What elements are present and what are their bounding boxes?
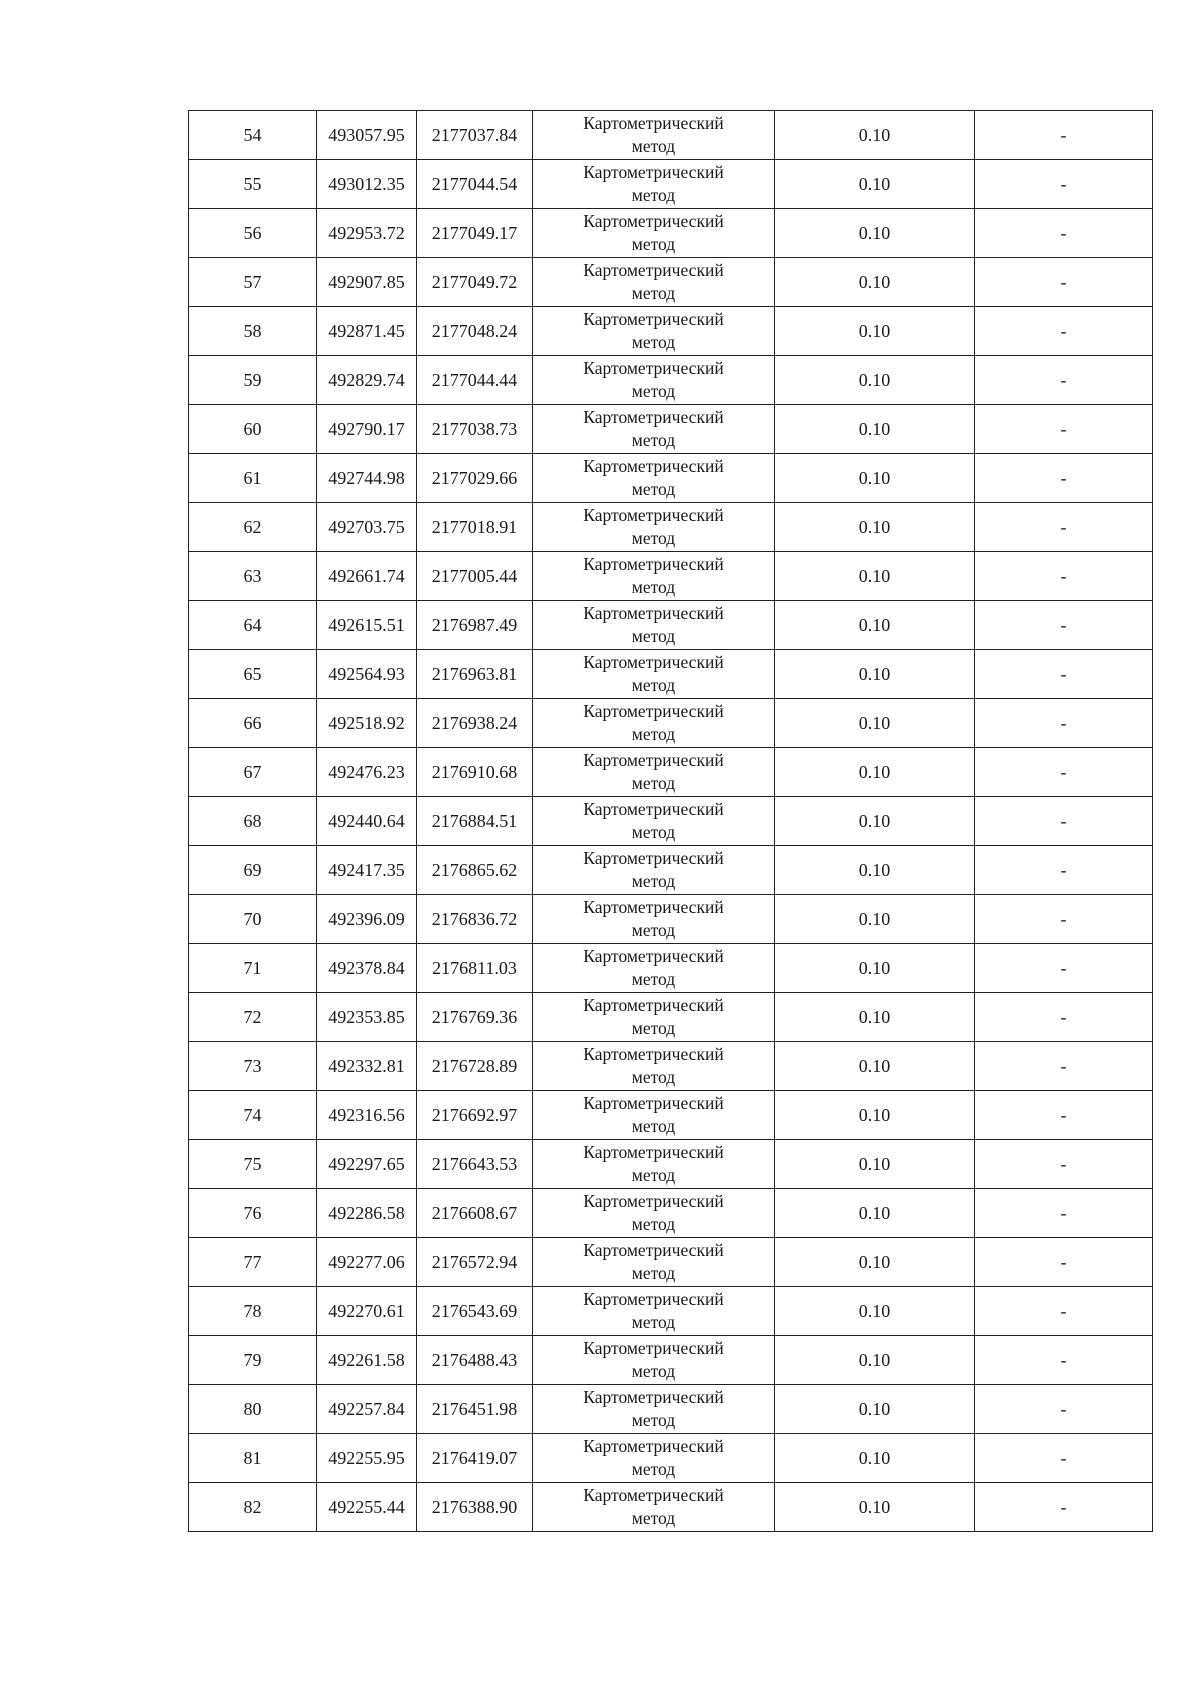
x-coordinate-cell: 492790.17 [317,405,417,454]
note-cell: - [975,405,1153,454]
table-row [189,160,1153,209]
method-label-line1: Картометрический [583,995,724,1015]
y-coordinate-cell: 2176938.24 [417,699,533,748]
table-row [189,111,1153,160]
method-label-line1: Картометрический [583,1191,724,1211]
method-cell [533,552,775,601]
table-row [189,258,1153,307]
table-row [189,1238,1153,1287]
method-label-line2: метод [631,234,676,254]
table-row [189,1042,1153,1091]
method-cell [533,993,775,1042]
x-coordinate-cell: 492744.98 [317,454,417,503]
table-row [189,454,1153,503]
note-cell: - [975,1336,1153,1385]
method-label-line2: метод [631,1214,676,1234]
point-number-cell: 58 [189,307,317,356]
note-cell: - [975,993,1153,1042]
method-label-line1: Картометрический [583,1289,724,1309]
method-label-line1: Картометрический [583,554,724,574]
note-cell: - [975,846,1153,895]
note-cell: - [975,1385,1153,1434]
note-cell: - [975,356,1153,405]
accuracy-cell: 0.10 [775,797,975,846]
method-label-line2: метод [631,332,676,352]
accuracy-cell: 0.10 [775,1189,975,1238]
accuracy-cell: 0.10 [775,552,975,601]
method-label-line2: метод [631,528,676,548]
x-coordinate-cell: 492417.35 [317,846,417,895]
note-cell: - [975,650,1153,699]
method-label-line1: Картометрический [583,848,724,868]
table-row [189,748,1153,797]
note-cell: - [975,699,1153,748]
x-coordinate-cell: 492297.65 [317,1140,417,1189]
method-label-line2: метод [631,626,676,646]
point-number-cell: 77 [189,1238,317,1287]
accuracy-cell: 0.10 [775,1091,975,1140]
table-row [189,503,1153,552]
x-coordinate-cell: 492255.95 [317,1434,417,1483]
method-label-line1: Картометрический [583,456,724,476]
method-label-line1: Картометрический [583,162,724,182]
y-coordinate-cell: 2176608.67 [417,1189,533,1238]
x-coordinate-cell: 492378.84 [317,944,417,993]
method-cell [533,356,775,405]
accuracy-cell: 0.10 [775,356,975,405]
accuracy-cell: 0.10 [775,258,975,307]
y-coordinate-cell: 2176884.51 [417,797,533,846]
point-number-cell: 60 [189,405,317,454]
note-cell: - [975,307,1153,356]
method-cell [533,1483,775,1532]
accuracy-cell: 0.10 [775,307,975,356]
table-row [189,846,1153,895]
method-cell [533,1189,775,1238]
method-cell [533,1042,775,1091]
point-number-cell: 81 [189,1434,317,1483]
y-coordinate-cell: 2177005.44 [417,552,533,601]
note-cell: - [975,895,1153,944]
method-label-line1: Картометрический [583,652,724,672]
note-cell: - [975,209,1153,258]
accuracy-cell: 0.10 [775,699,975,748]
accuracy-cell: 0.10 [775,160,975,209]
accuracy-cell: 0.10 [775,1042,975,1091]
y-coordinate-cell: 2176643.53 [417,1140,533,1189]
table-row [189,1189,1153,1238]
point-number-cell: 71 [189,944,317,993]
y-coordinate-cell: 2177049.17 [417,209,533,258]
note-cell: - [975,601,1153,650]
point-number-cell: 55 [189,160,317,209]
method-label-line2: метод [631,1263,676,1283]
point-number-cell: 70 [189,895,317,944]
accuracy-cell: 0.10 [775,944,975,993]
method-cell [533,209,775,258]
point-number-cell: 57 [189,258,317,307]
note-cell: - [975,1287,1153,1336]
y-coordinate-cell: 2176419.07 [417,1434,533,1483]
method-cell [533,846,775,895]
y-coordinate-cell: 2177037.84 [417,111,533,160]
method-label-line2: метод [631,969,676,989]
method-cell [533,454,775,503]
method-label-line2: метод [631,136,676,156]
method-cell [533,160,775,209]
accuracy-cell: 0.10 [775,209,975,258]
accuracy-cell: 0.10 [775,895,975,944]
y-coordinate-cell: 2177049.72 [417,258,533,307]
x-coordinate-cell: 492953.72 [317,209,417,258]
point-number-cell: 68 [189,797,317,846]
method-label-line1: Картометрический [583,603,724,623]
note-cell: - [975,748,1153,797]
accuracy-cell: 0.10 [775,650,975,699]
point-number-cell: 61 [189,454,317,503]
method-label-line1: Картометрический [583,897,724,917]
point-number-cell: 76 [189,1189,317,1238]
method-cell [533,944,775,993]
method-cell [533,1287,775,1336]
y-coordinate-cell: 2176963.81 [417,650,533,699]
method-label-line2: метод [631,724,676,744]
accuracy-cell: 0.10 [775,503,975,552]
method-label-line2: метод [631,381,676,401]
x-coordinate-cell: 492476.23 [317,748,417,797]
method-cell [533,258,775,307]
method-cell [533,748,775,797]
x-coordinate-cell: 493057.95 [317,111,417,160]
y-coordinate-cell: 2176910.68 [417,748,533,797]
table-row [189,993,1153,1042]
coordinates-table-body [189,111,1153,1532]
method-label-line2: метод [631,283,676,303]
table-row [189,944,1153,993]
note-cell: - [975,944,1153,993]
note-cell: - [975,797,1153,846]
y-coordinate-cell: 2176728.89 [417,1042,533,1091]
note-cell: - [975,160,1153,209]
x-coordinate-cell: 492703.75 [317,503,417,552]
x-coordinate-cell: 492332.81 [317,1042,417,1091]
method-label-line1: Картометрический [583,113,724,133]
method-label-line1: Картометрический [583,1485,724,1505]
point-number-cell: 74 [189,1091,317,1140]
method-label-line1: Картометрический [583,1436,724,1456]
method-label-line1: Картометрический [583,799,724,819]
x-coordinate-cell: 492615.51 [317,601,417,650]
point-number-cell: 69 [189,846,317,895]
accuracy-cell: 0.10 [775,1140,975,1189]
table-row [189,650,1153,699]
method-label-line2: метод [631,1116,676,1136]
method-label-line1: Картометрический [583,505,724,525]
method-label-line2: метод [631,1165,676,1185]
method-cell [533,797,775,846]
table-row [189,405,1153,454]
x-coordinate-cell: 492440.64 [317,797,417,846]
x-coordinate-cell: 492396.09 [317,895,417,944]
method-label-line2: метод [631,1067,676,1087]
accuracy-cell: 0.10 [775,1385,975,1434]
y-coordinate-cell: 2177038.73 [417,405,533,454]
x-coordinate-cell: 492270.61 [317,1287,417,1336]
method-label-line1: Картометрический [583,211,724,231]
table-row [189,1140,1153,1189]
x-coordinate-cell: 492353.85 [317,993,417,1042]
table-row [189,601,1153,650]
method-label-line1: Картометрический [583,358,724,378]
x-coordinate-cell: 492871.45 [317,307,417,356]
table-row [189,209,1153,258]
method-label-line2: метод [631,1508,676,1528]
y-coordinate-cell: 2176769.36 [417,993,533,1042]
y-coordinate-cell: 2176836.72 [417,895,533,944]
point-number-cell: 63 [189,552,317,601]
point-number-cell: 73 [189,1042,317,1091]
note-cell: - [975,1140,1153,1189]
method-cell [533,1091,775,1140]
x-coordinate-cell: 493012.35 [317,160,417,209]
method-cell [533,1385,775,1434]
method-label-line2: метод [631,1410,676,1430]
accuracy-cell: 0.10 [775,846,975,895]
note-cell: - [975,258,1153,307]
table-row [189,356,1153,405]
method-label-line1: Картометрический [583,1338,724,1358]
note-cell: - [975,1483,1153,1532]
point-number-cell: 78 [189,1287,317,1336]
method-cell [533,503,775,552]
accuracy-cell: 0.10 [775,748,975,797]
method-cell [533,1434,775,1483]
y-coordinate-cell: 2176987.49 [417,601,533,650]
method-cell [533,1336,775,1385]
point-number-cell: 64 [189,601,317,650]
note-cell: - [975,454,1153,503]
method-cell [533,895,775,944]
method-label-line2: метод [631,1361,676,1381]
note-cell: - [975,1189,1153,1238]
y-coordinate-cell: 2176388.90 [417,1483,533,1532]
method-cell [533,111,775,160]
point-number-cell: 82 [189,1483,317,1532]
x-coordinate-cell: 492255.44 [317,1483,417,1532]
method-label-line2: метод [631,577,676,597]
y-coordinate-cell: 2177044.54 [417,160,533,209]
method-cell [533,1238,775,1287]
x-coordinate-cell: 492277.06 [317,1238,417,1287]
x-coordinate-cell: 492316.56 [317,1091,417,1140]
method-label-line1: Картометрический [583,1240,724,1260]
method-label-line1: Картометрический [583,750,724,770]
method-label-line2: метод [631,773,676,793]
method-cell [533,601,775,650]
method-label-line2: метод [631,185,676,205]
table-row [189,1434,1153,1483]
method-cell [533,650,775,699]
note-cell: - [975,503,1153,552]
method-label-line1: Картометрический [583,1044,724,1064]
note-cell: - [975,111,1153,160]
accuracy-cell: 0.10 [775,111,975,160]
note-cell: - [975,1091,1153,1140]
point-number-cell: 80 [189,1385,317,1434]
y-coordinate-cell: 2177029.66 [417,454,533,503]
table-row [189,1385,1153,1434]
note-cell: - [975,1434,1153,1483]
method-label-line1: Картометрический [583,946,724,966]
method-label-line1: Картометрический [583,260,724,280]
method-cell [533,307,775,356]
y-coordinate-cell: 2177044.44 [417,356,533,405]
accuracy-cell: 0.10 [775,601,975,650]
method-label-line2: метод [631,430,676,450]
table-row [189,1091,1153,1140]
coordinates-table [188,110,1153,1532]
accuracy-cell: 0.10 [775,1287,975,1336]
table-row [189,1483,1153,1532]
method-label-line2: метод [631,871,676,891]
method-label-line2: метод [631,920,676,940]
x-coordinate-cell: 492257.84 [317,1385,417,1434]
y-coordinate-cell: 2177048.24 [417,307,533,356]
accuracy-cell: 0.10 [775,1483,975,1532]
point-number-cell: 59 [189,356,317,405]
point-number-cell: 72 [189,993,317,1042]
y-coordinate-cell: 2176451.98 [417,1385,533,1434]
method-cell [533,1140,775,1189]
table-row [189,1287,1153,1336]
method-label-line2: метод [631,1459,676,1479]
method-label-line2: метод [631,1312,676,1332]
note-cell: - [975,1238,1153,1287]
point-number-cell: 54 [189,111,317,160]
y-coordinate-cell: 2176865.62 [417,846,533,895]
method-label-line2: метод [631,675,676,695]
method-label-line1: Картометрический [583,701,724,721]
note-cell: - [975,552,1153,601]
point-number-cell: 62 [189,503,317,552]
point-number-cell: 79 [189,1336,317,1385]
x-coordinate-cell: 492286.58 [317,1189,417,1238]
y-coordinate-cell: 2176572.94 [417,1238,533,1287]
x-coordinate-cell: 492829.74 [317,356,417,405]
point-number-cell: 56 [189,209,317,258]
x-coordinate-cell: 492907.85 [317,258,417,307]
point-number-cell: 75 [189,1140,317,1189]
accuracy-cell: 0.10 [775,454,975,503]
accuracy-cell: 0.10 [775,405,975,454]
y-coordinate-cell: 2176811.03 [417,944,533,993]
table-row [189,699,1153,748]
point-number-cell: 66 [189,699,317,748]
accuracy-cell: 0.10 [775,1238,975,1287]
method-cell [533,405,775,454]
method-label-line2: метод [631,1018,676,1038]
method-label-line1: Картометрический [583,1387,724,1407]
method-label-line1: Картометрический [583,309,724,329]
table-row [189,307,1153,356]
x-coordinate-cell: 492564.93 [317,650,417,699]
table-row [189,1336,1153,1385]
method-label-line1: Картометрический [583,1093,724,1113]
method-cell [533,699,775,748]
point-number-cell: 65 [189,650,317,699]
point-number-cell: 67 [189,748,317,797]
accuracy-cell: 0.10 [775,1336,975,1385]
note-cell: - [975,1042,1153,1091]
method-label-line1: Картометрический [583,1142,724,1162]
y-coordinate-cell: 2176488.43 [417,1336,533,1385]
y-coordinate-cell: 2177018.91 [417,503,533,552]
accuracy-cell: 0.10 [775,1434,975,1483]
y-coordinate-cell: 2176692.97 [417,1091,533,1140]
method-label-line1: Картометрический [583,407,724,427]
method-label-line2: метод [631,822,676,842]
x-coordinate-cell: 492661.74 [317,552,417,601]
method-label-line2: метод [631,479,676,499]
accuracy-cell: 0.10 [775,993,975,1042]
table-row [189,552,1153,601]
x-coordinate-cell: 492261.58 [317,1336,417,1385]
y-coordinate-cell: 2176543.69 [417,1287,533,1336]
x-coordinate-cell: 492518.92 [317,699,417,748]
table-row [189,895,1153,944]
table-row [189,797,1153,846]
